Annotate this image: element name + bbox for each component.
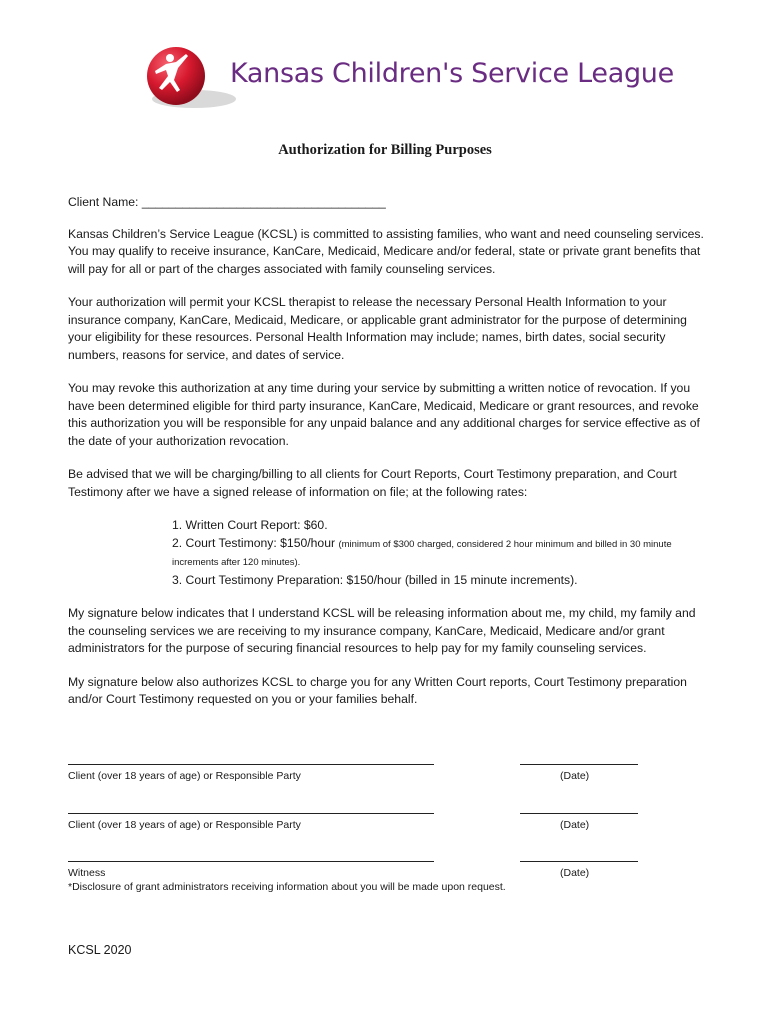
kcsl-logo-icon <box>146 44 236 112</box>
disclosure-note: *Disclosure of grant administrators receiving information about you will be made upon request. <box>68 881 506 893</box>
client-name-field[interactable]: Client Name: ____________________________________ <box>68 195 386 209</box>
organization-name: Kansas Children's Service League <box>230 58 674 89</box>
signature-line-client-1[interactable] <box>68 754 434 765</box>
rates-list <box>68 517 708 589</box>
document-title: Authorization for Billing Purposes <box>278 142 492 158</box>
signature-label-client-2: Client (over 18 years of age) or Responsible Party <box>68 819 301 831</box>
signature-label-witness: Witness <box>68 867 106 879</box>
paragraph-court-billing: Be advised that we will be charging/billing to all clients for Court Reports, Court Testimony preparation, and Court Testimony after we have a signed release of information on file; at the following rates: <box>68 467 677 499</box>
signature-row-witness <box>68 851 648 881</box>
date-label-2: (Date) <box>560 819 590 831</box>
rate-item-court-testimony <box>172 535 708 572</box>
paragraph-authorization: Your authorization will permit your KCSL therapist to release the necessary Personal Health Information to your insurance company, KanCare, Medicaid, Medicare, or applicable grant administrator for the purpose of determining your eligibility for these resources. Personal Health Information may include; names, birth dates, social security numbers, reasons for service, and dates of service. <box>68 295 687 362</box>
signature-row-2 <box>68 803 648 833</box>
paragraph-commitment: Kansas Children’s Service League (KCSL) is committed to assisting families, who want and need counseling services. You may qualify to receive insurance, KanCare, Medicaid, Medicare and/or federal, state or private grant benefits that will pay for all or part of the charges associated with family counseling services. <box>68 226 704 276</box>
rate-item-testimony-preparation: 3. Court Testimony Preparation: $150/hour (billed in 15 minute increments). <box>172 572 578 587</box>
rate-item-court-testimony-note: (minimum of $300 charged, considered 2 hour minimum and billed in 30 minute increments after 120 minutes). <box>172 538 672 568</box>
date-label-1: (Date) <box>560 770 590 782</box>
signature-line-witness[interactable] <box>68 851 434 862</box>
document-body <box>68 194 708 725</box>
paragraph-signature-authorization: My signature below also authorizes KCSL to charge you for any Written Court reports, Court Testimony preparation and/or Court Testimony requested on you or your families behalf. <box>68 674 687 706</box>
paragraph-signature-understanding: My signature below indicates that I understand KCSL will be releasing information about me, my child, my family and the counseling services we are receiving to my insurance company, KanCare, Medicaid, Medicare and/or grant administrators for the purpose of securing financial resources to help pay for my family counseling services. <box>68 606 696 655</box>
footer-version: KCSL 2020 <box>68 943 132 957</box>
signature-line-client-2[interactable] <box>68 803 434 814</box>
paragraph-revocation: You may revoke this authorization at any time during your service by submitting a written notice of revocation. If you have been determined eligible for third party insurance, KanCare, Medicaid, Medicare or grant resources, and revoke this authorization you will be responsible for any unpaid balance and any additional charges for service effective as of the date of your authorization revocation. <box>68 381 700 448</box>
date-label-3: (Date) <box>560 867 590 879</box>
signature-label-client-1: Client (over 18 years of age) or Responsible Party <box>68 770 301 782</box>
rate-item-court-testimony-main: 2. Court Testimony: $150/hour <box>172 535 336 550</box>
date-line-3[interactable] <box>520 851 638 862</box>
date-line-2[interactable] <box>520 803 638 814</box>
signature-row-1 <box>68 754 648 784</box>
date-line-1[interactable] <box>520 754 638 765</box>
rate-item-written-report: 1. Written Court Report: $60. <box>172 518 328 532</box>
